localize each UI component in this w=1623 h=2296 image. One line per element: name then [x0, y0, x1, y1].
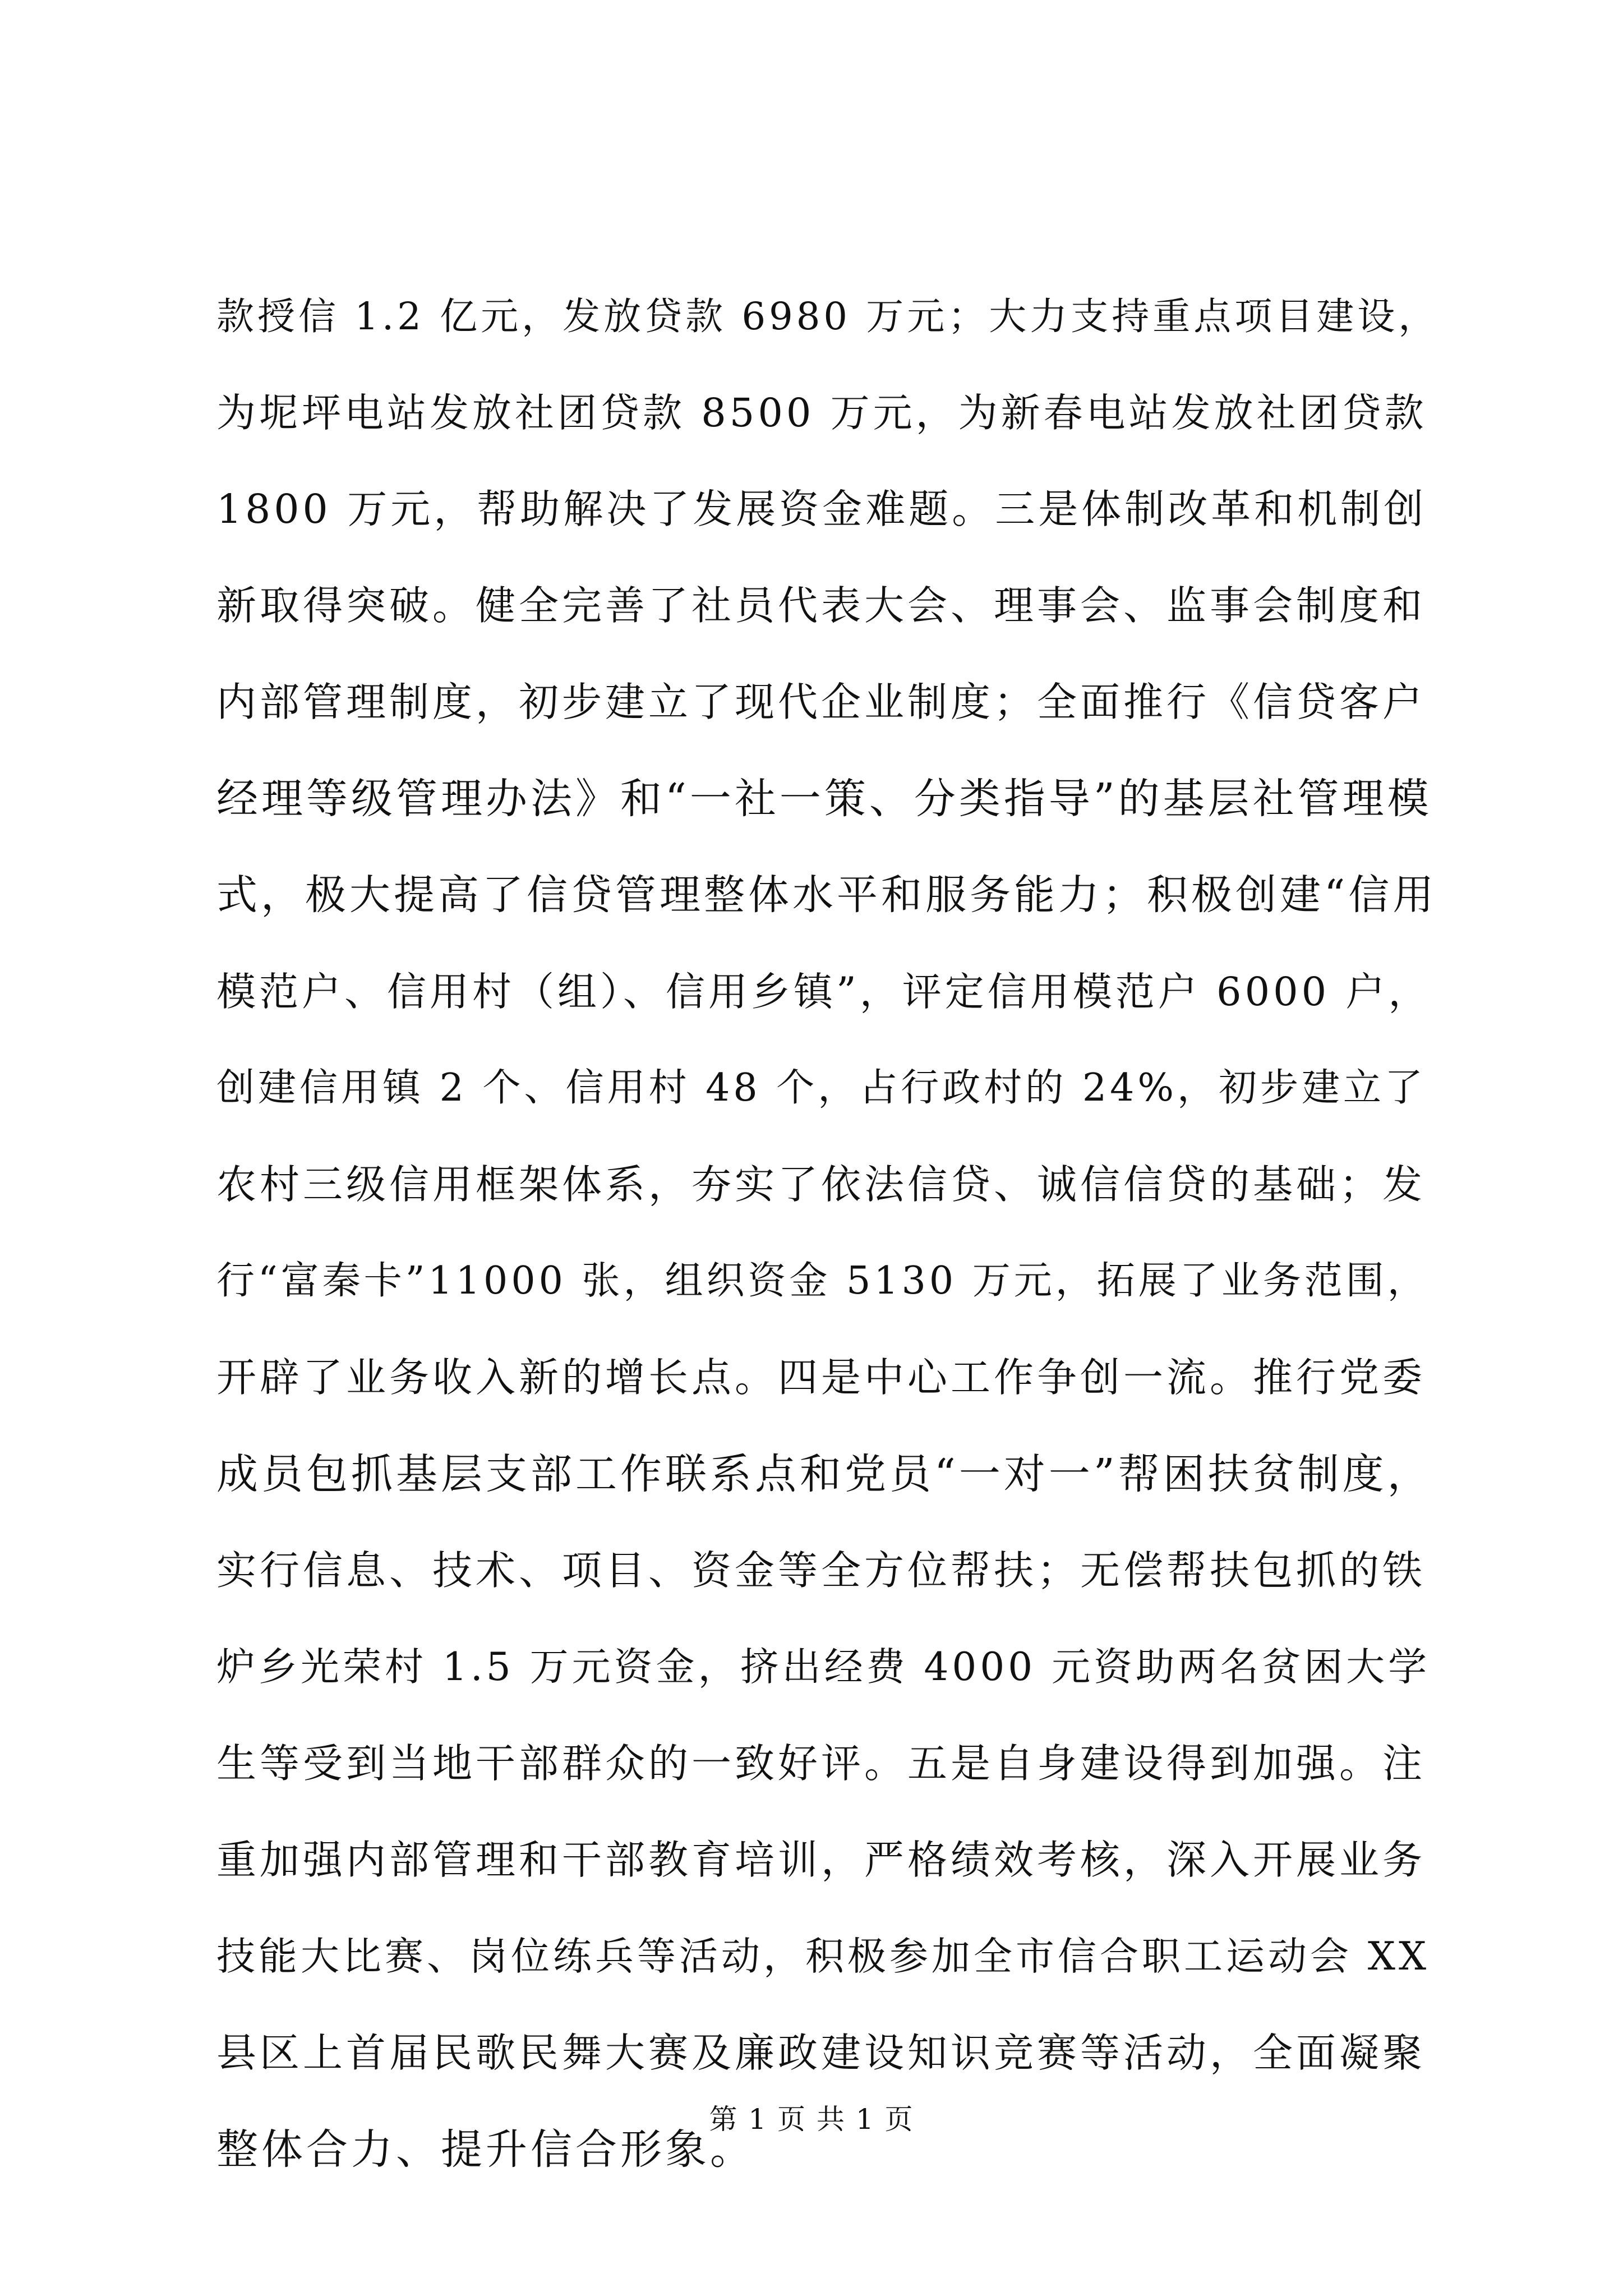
text-line: 重加强内部管理和干部教育培训，严格绩效考核，深入开展业务: [216, 1837, 1426, 1883]
text-line: 农村三级信用框架体系，夯实了依法信贷、诚信信贷的基础；发: [216, 1161, 1426, 1208]
body-paragraph: [216, 268, 1439, 2198]
text-line: 开辟了业务收入新的增长点。四是中心工作争创一流。推行党委: [216, 1354, 1426, 1401]
text-line: 为坭坪电站发放社团贷款 8500 万元，为新春电站发放社团贷款: [216, 390, 1427, 436]
text-line: 县区上首届民歌民舞大赛及廉政建设知识竞赛等活动，全面凝聚: [216, 2030, 1426, 2076]
text-line: 生等受到当地干部群众的一致好评。五是自身建设得到加强。注: [216, 1740, 1426, 1787]
page-number-footer: 第 1 页 共 1 页: [709, 2103, 914, 2136]
text-line: 成员包抓基层支部工作联系点和党员“一对一”帮困扶贫制度，: [216, 1450, 1432, 1498]
text-line: 内部管理制度，初步建立了现代企业制度；全面推行《信贷客户: [216, 679, 1426, 725]
text-line: 实行信息、技术、项目、资金等全方位帮扶；无偿帮扶包抓的铁: [216, 1547, 1426, 1594]
text-line: 炉乡光荣村 1.5 万元资金，挤出经费 4000 元资助两名贫困大学: [216, 1645, 1431, 1690]
text-line: 创建信用镇 2 个、信用村 48 个，占行政村的 24%，初步建立了: [216, 1066, 1427, 1110]
text-line: 式，极大提高了信贷管理整体水平和服务能力；积极创建“信用: [216, 871, 1437, 919]
text-line: 1800 万元，帮助解决了发展资金难题。三是体制改革和机制创: [216, 486, 1427, 532]
text-line: 款授信 1.2 亿元，发放贷款 6980 万元；大力支持重点项目建设，: [216, 295, 1440, 338]
text-line: 行“富秦卡”11000 张，组织资金 5130 万元，拓展了业务范围，: [216, 1259, 1429, 1303]
text-line: 经理等级管理办法》和“一社一策、分类指导”的基层社管理模: [216, 775, 1432, 823]
text-line: 模范户、信用村（组）、信用乡镇”，评定信用模范户 6000 户，: [216, 969, 1431, 1015]
text-line: 整体合力、提升信合形象。: [216, 2125, 755, 2174]
text-line: 新取得突破。健全完善了社员代表大会、理事会、监事会制度和: [216, 582, 1426, 629]
text-line: 技能大比赛、岗位练兵等活动，积极参加全市信合职工运动会 XX: [216, 1934, 1430, 1979]
